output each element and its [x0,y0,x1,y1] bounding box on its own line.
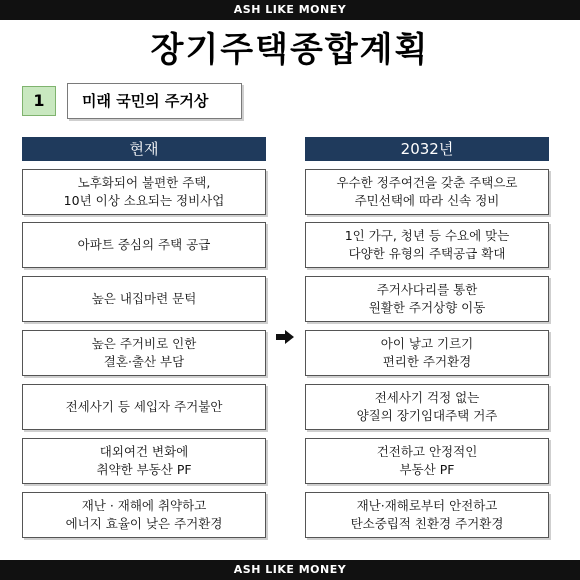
future-item-text: 재난·재해로부터 안전하고 탄소중립적 친환경 주거환경 [350,498,504,531]
future-item-text: 1인 가구, 청년 등 수요에 맞는 다양한 유형의 주택공급 확대 [344,228,510,261]
future-item [305,169,549,215]
current-item [22,492,266,538]
column-header-2032: 2032년 [305,137,549,161]
future-item-text: 전세사기 걱정 없는 양질의 장기임대주택 거주 [356,390,498,423]
future-item [305,276,549,322]
current-item [22,438,266,484]
current-item-text: 높은 주거비로 인한 결혼·출산 부담 [91,336,197,369]
current-item-text: 노후화되어 불편한 주택, 10년 이상 소요되는 정비사업 [63,175,225,208]
current-item-text: 대외여건 변화에 취약한 부동산 PF [96,444,192,477]
top-banner: ASH LIKE MONEY [0,0,580,20]
section-number: 1 [22,86,56,116]
future-item [305,384,549,430]
current-item-text: 전세사기 등 세입자 주거불안 [65,399,223,414]
future-item-text: 우수한 정주여건을 갖춘 주택으로 주민선택에 따라 신속 정비 [336,175,518,208]
page-title: 장기주택종합계획 [150,30,430,70]
current-item-text: 아파트 중심의 주택 공급 [77,237,211,252]
current-item-text: 높은 내집마련 문턱 [91,291,197,306]
future-item [305,438,549,484]
future-item [305,492,549,538]
current-item [22,276,266,322]
current-item [22,384,266,430]
current-item [22,222,266,268]
current-item [22,169,266,215]
section-title: 미래 국민의 주거상 [67,83,242,119]
future-item-text: 주거사다리를 통한 원활한 주거상향 이동 [368,282,486,315]
future-item [305,222,549,268]
future-item [305,330,549,376]
future-item-text: 아이 낳고 기르기 편리한 주거환경 [380,336,474,369]
current-item-text: 재난 · 재해에 취약하고 에너지 효율이 낮은 주거환경 [65,498,223,531]
column-header-current: 현재 [22,137,266,161]
future-item-text: 건전하고 안정적인 부동산 PF [376,444,478,477]
arrow-right-icon [276,330,294,344]
current-item [22,330,266,376]
bottom-banner: ASH LIKE MONEY [0,560,580,580]
